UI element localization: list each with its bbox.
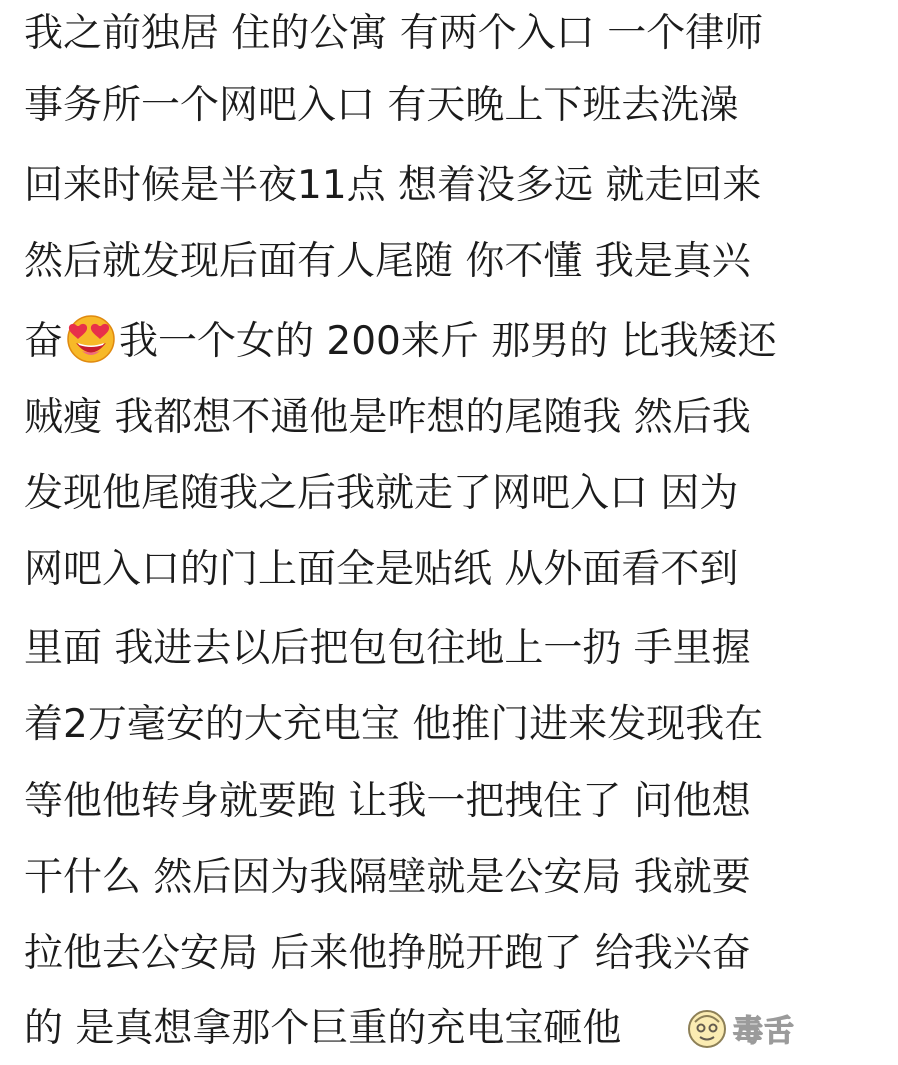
- text-line-1: 我之前独居 住的公寓 有两个入口 一个律师: [24, 11, 764, 56]
- text-line-3: 回来时候是半夜11点 想着没多远 就走回来: [24, 163, 762, 208]
- text-line-11: 等他他转身就要跑 让我一把拽住了 问他想: [24, 779, 751, 824]
- text-line-13: 拉他去公安局 后来他挣脱开跑了 给我兴奋: [24, 931, 751, 976]
- text-line-5: [24, 310, 777, 374]
- text-line-5-rest: 我一个女的 200来斤 那男的 比我矮还: [119, 319, 777, 364]
- text-line-5-start: 奋: [24, 319, 64, 364]
- text-line-8: 网吧入口的门上面全是贴纸 从外面看不到: [24, 547, 739, 592]
- text-line-9: 里面 我进去以后把包包往地上一扔 手里握: [24, 626, 751, 671]
- watermark-text: 毒舌: [733, 1015, 795, 1048]
- text-line-7: 发现他尾随我之后我就走了网吧入口 因为: [24, 471, 739, 516]
- text-line-4: 然后就发现后面有人尾随 你不懂 我是真兴: [24, 239, 751, 284]
- heart-eyes-face-icon: [65, 312, 117, 364]
- text-line-10: 着2万毫安的大充电宝 他推门进来发现我在: [24, 702, 764, 747]
- text-line-14: 的 是真想拿那个巨重的充电宝砸他: [24, 1006, 622, 1051]
- text-line-12: 干什么 然后因为我隔壁就是公安局 我就要: [24, 855, 751, 900]
- watermark: [685, 1000, 795, 1056]
- cartoon-face-logo-icon: [685, 1006, 729, 1050]
- text-line-6: 贼瘦 我都想不通他是咋想的尾随我 然后我: [24, 395, 751, 440]
- text-line-2: 事务所一个网吧入口 有天晚上下班去洗澡: [24, 83, 739, 128]
